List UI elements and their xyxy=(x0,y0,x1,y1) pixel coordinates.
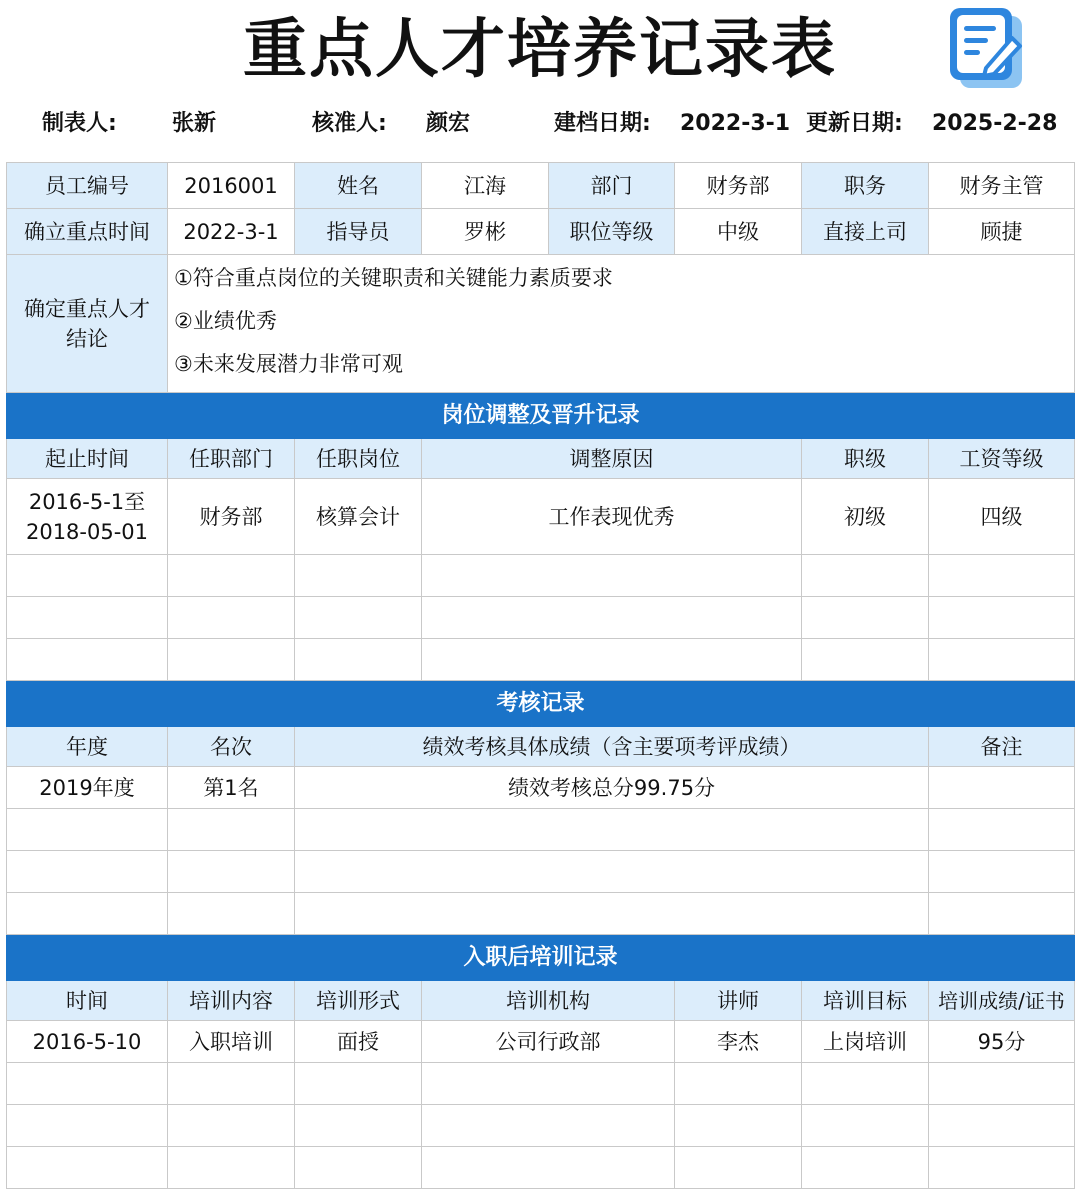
table-row xyxy=(7,851,1075,893)
emp-id-label: 员工编号 xyxy=(7,163,168,209)
table-cell xyxy=(295,1063,422,1105)
col-header: 工资等级 xyxy=(929,439,1075,479)
col-header: 讲师 xyxy=(675,981,802,1021)
table-cell xyxy=(295,597,422,639)
table-cell xyxy=(802,555,929,597)
boss-label: 直接上司 xyxy=(802,209,929,255)
col-header: 培训机构 xyxy=(422,981,675,1021)
col-header: 任职岗位 xyxy=(295,439,422,479)
table-cell xyxy=(7,809,168,851)
col-header: 年度 xyxy=(7,727,168,767)
table-row xyxy=(7,555,1075,597)
table-cell xyxy=(929,809,1075,851)
table-cell xyxy=(7,639,168,681)
table-cell xyxy=(929,597,1075,639)
position-label: 职务 xyxy=(802,163,929,209)
table-cell xyxy=(929,851,1075,893)
table-cell xyxy=(168,851,295,893)
date-value: 2022-3-1 xyxy=(168,209,295,255)
table-cell xyxy=(295,555,422,597)
col-header: 职级 xyxy=(802,439,929,479)
assessment-section-header xyxy=(7,681,1075,727)
table-cell xyxy=(675,1105,802,1147)
table-cell xyxy=(675,1147,802,1189)
col-header: 任职部门 xyxy=(168,439,295,479)
promotion-section-header xyxy=(7,393,1075,439)
mentor-value: 罗彬 xyxy=(422,209,549,255)
table-cell xyxy=(7,555,168,597)
maker-label: 制表人: xyxy=(42,111,117,136)
table-cell: 2016-5-10 xyxy=(7,1021,168,1063)
table-cell xyxy=(295,1105,422,1147)
table-cell xyxy=(7,893,168,935)
table-cell: 2019年度 xyxy=(7,767,168,809)
table-row xyxy=(7,893,1075,935)
table-cell xyxy=(422,1147,675,1189)
table-cell xyxy=(422,597,802,639)
maker-value: 张新 xyxy=(172,111,217,136)
table-cell xyxy=(929,893,1075,935)
created-value: 2022-3-1 xyxy=(680,111,791,136)
table-cell xyxy=(802,1063,929,1105)
table-row xyxy=(7,767,1075,809)
table-cell xyxy=(929,639,1075,681)
table-cell: 95分 xyxy=(929,1021,1075,1063)
table-cell xyxy=(168,639,295,681)
table-cell xyxy=(295,1147,422,1189)
col-header: 培训成绩/证书 xyxy=(929,981,1075,1021)
table-cell xyxy=(168,555,295,597)
training-section-header xyxy=(7,935,1075,981)
approver-value: 颜宏 xyxy=(426,111,471,136)
col-header: 备注 xyxy=(929,727,1075,767)
table-cell xyxy=(168,893,295,935)
approver-label: 核准人: xyxy=(312,111,387,136)
emp-id-value: 2016001 xyxy=(168,163,295,209)
record-table xyxy=(6,162,1075,1189)
table-row xyxy=(7,1063,1075,1105)
table-cell: 四级 xyxy=(929,479,1075,555)
table-cell: 核算会计 xyxy=(295,479,422,555)
table-cell xyxy=(295,809,929,851)
promotion-title: 岗位调整及晋升记录 xyxy=(7,393,1075,439)
table-cell xyxy=(929,767,1075,809)
level-value: 中级 xyxy=(675,209,802,255)
table-cell xyxy=(295,893,929,935)
table-cell xyxy=(168,1105,295,1147)
info-row-1 xyxy=(7,163,1075,209)
table-row xyxy=(7,597,1075,639)
table-row xyxy=(7,479,1075,555)
conclusion-cell xyxy=(168,255,1075,393)
table-cell xyxy=(168,597,295,639)
table-cell: 李杰 xyxy=(675,1021,802,1063)
table-cell xyxy=(929,1105,1075,1147)
table-cell: 公司行政部 xyxy=(422,1021,675,1063)
table-row xyxy=(7,639,1075,681)
table-cell xyxy=(168,1063,295,1105)
col-header: 调整原因 xyxy=(422,439,802,479)
conclusion-row xyxy=(7,255,1075,393)
table-cell xyxy=(168,1147,295,1189)
table-cell xyxy=(7,1147,168,1189)
boss-value: 顾捷 xyxy=(929,209,1075,255)
col-header: 时间 xyxy=(7,981,168,1021)
conclusion-label: 确定重点人才结论 xyxy=(7,255,168,393)
conclusion-item: ②业绩优秀 xyxy=(174,309,277,333)
mentor-label: 指导员 xyxy=(295,209,422,255)
table-cell: 财务部 xyxy=(168,479,295,555)
table-row xyxy=(7,1147,1075,1189)
created-label: 建档日期: xyxy=(554,111,651,136)
table-cell xyxy=(675,1063,802,1105)
col-header: 名次 xyxy=(168,727,295,767)
table-cell xyxy=(422,639,802,681)
table-cell xyxy=(802,639,929,681)
table-row xyxy=(7,1021,1075,1063)
table-cell xyxy=(7,1105,168,1147)
table-cell xyxy=(7,1063,168,1105)
table-cell xyxy=(802,1147,929,1189)
col-header: 培训形式 xyxy=(295,981,422,1021)
table-cell: 第1名 xyxy=(168,767,295,809)
table-cell xyxy=(7,597,168,639)
table-cell xyxy=(929,1147,1075,1189)
training-header-row xyxy=(7,981,1075,1021)
level-label: 职位等级 xyxy=(549,209,675,255)
table-row xyxy=(7,809,1075,851)
table-cell: 入职培训 xyxy=(168,1021,295,1063)
date-label: 确立重点时间 xyxy=(7,209,168,255)
col-header: 培训内容 xyxy=(168,981,295,1021)
table-cell xyxy=(929,1063,1075,1105)
table-cell: 2016-5-1至2018-05-01 xyxy=(7,479,168,555)
info-row-2 xyxy=(7,209,1075,255)
dept-label: 部门 xyxy=(549,163,675,209)
table-cell: 面授 xyxy=(295,1021,422,1063)
table-cell xyxy=(802,597,929,639)
table-cell xyxy=(295,639,422,681)
name-value: 江海 xyxy=(422,163,549,209)
table-cell: 上岗培训 xyxy=(802,1021,929,1063)
page-title: 重点人才培养记录表 xyxy=(243,13,837,87)
col-header: 绩效考核具体成绩（含主要项考评成绩） xyxy=(295,727,929,767)
table-cell: 初级 xyxy=(802,479,929,555)
table-cell xyxy=(422,555,802,597)
conclusion-item: ③未来发展潜力非常可观 xyxy=(174,352,403,376)
position-value: 财务主管 xyxy=(929,163,1075,209)
updated-label: 更新日期: xyxy=(806,111,903,136)
table-cell xyxy=(7,851,168,893)
table-row xyxy=(7,1105,1075,1147)
table-cell xyxy=(422,1063,675,1105)
updated-value: 2025-2-28 xyxy=(932,111,1058,136)
promotion-header-row xyxy=(7,439,1075,479)
table-cell xyxy=(422,1105,675,1147)
assessment-title: 考核记录 xyxy=(7,681,1075,727)
col-header: 培训目标 xyxy=(802,981,929,1021)
table-cell: 工作表现优秀 xyxy=(422,479,802,555)
conclusion-item: ①符合重点岗位的关键职责和关键能力素质要求 xyxy=(174,266,613,290)
col-header: 起止时间 xyxy=(7,439,168,479)
dept-value: 财务部 xyxy=(675,163,802,209)
training-title: 入职后培训记录 xyxy=(7,935,1075,981)
table-cell xyxy=(168,809,295,851)
table-cell xyxy=(802,1105,929,1147)
table-cell xyxy=(929,555,1075,597)
table-cell: 绩效考核总分99.75分 xyxy=(295,767,929,809)
assessment-header-row xyxy=(7,727,1075,767)
table-cell xyxy=(295,851,929,893)
name-label: 姓名 xyxy=(295,163,422,209)
document-edit-icon xyxy=(946,6,1026,92)
